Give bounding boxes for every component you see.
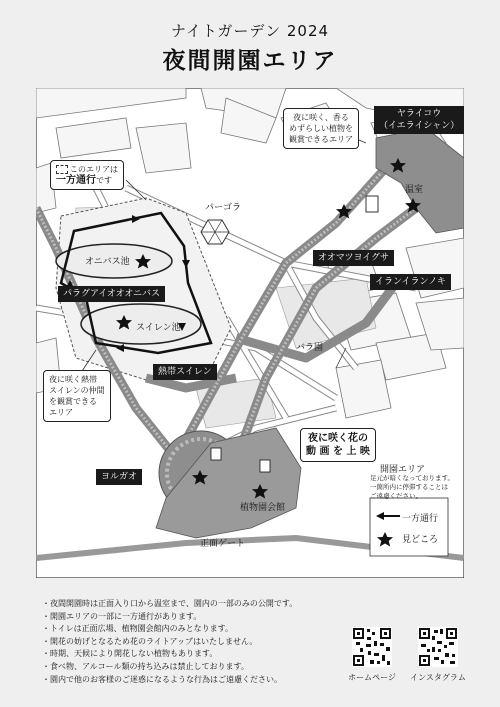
page-title: 夜間開園エリア (162, 48, 338, 74)
label-nettai-suiren: 熱帯スイレン (153, 364, 217, 380)
label-onibasu-pond: オニバス池 (85, 257, 130, 267)
note-item: ・食べ物、アルコール類の持ち込みは禁止しております。 (42, 661, 249, 671)
callout-video: 夜に咲く花の 動 画 を 上 映 (300, 428, 376, 462)
note-item: ・開園エリアの一部に一方通行があります。 (42, 611, 202, 621)
label-yarai: ヤライコウ （イエライシャン） (374, 106, 464, 134)
label-pergola: パーゴラ (205, 203, 242, 213)
note-item: ・トイレは正面広場、植物園会館内のみとなります。 (42, 624, 233, 634)
page-subtitle: ナイトガーデン 2024 (170, 22, 330, 40)
qr-code-instagram[interactable] (418, 627, 458, 667)
label-main-gate: 正面ゲート (200, 539, 246, 549)
label-suiren-pond: スイレン池 (136, 323, 181, 333)
callout-fragrant-plants: 夜に咲く、香る めずらしい植物を 観賞できるエリア (283, 108, 359, 149)
callout-oneway-area: このエリアは 一方通行です (50, 160, 124, 190)
label-oomatsuyoigusa: オオマツヨイグサ (313, 250, 394, 266)
notes-list (42, 598, 342, 686)
label-iranirannoki: イランイランノキ (370, 274, 451, 290)
legend-highlight: 見どころ (402, 535, 439, 545)
legend-oneway: 一方通行 (402, 514, 439, 524)
label-botanical-hall: 植物園会館 (240, 503, 286, 513)
note-item: ・時期、天候により開花しない植物もあります。 (42, 649, 218, 659)
qr-code-homepage[interactable] (352, 627, 392, 667)
label-rose-garden: バラ園 (296, 343, 324, 353)
dashed-box-icon (56, 165, 68, 174)
label-yorugao: ヨルガオ (96, 469, 142, 485)
qr-label-homepage: ホームページ (348, 673, 396, 682)
callout-tropical-lily: 夜に咲く熱帯 スイレンの仲間 を観賞できる エリア (43, 370, 111, 422)
label-paraguai: パラグアイオオオニバス (58, 286, 165, 302)
legend-note: 足元が暗くなっております。 一箇所内に停滞することは ご遠慮ください。 (370, 474, 454, 500)
note-item: ・開花の妨げとなるため花のライトアップはいたしません。 (42, 636, 258, 646)
legend-box (370, 498, 448, 556)
qr-label-instagram: インスタグラム (410, 673, 466, 682)
note-item: ・園内で他のお客様のご迷惑になるような行為はご遠慮ください。 (42, 674, 282, 684)
legend-title: 開園エリア (380, 465, 426, 475)
note-item: ・夜間開園時は正面入り口から温室まで、園内の一部のみの公開です。 (42, 599, 298, 608)
label-greenhouse: 温室 (405, 185, 424, 195)
